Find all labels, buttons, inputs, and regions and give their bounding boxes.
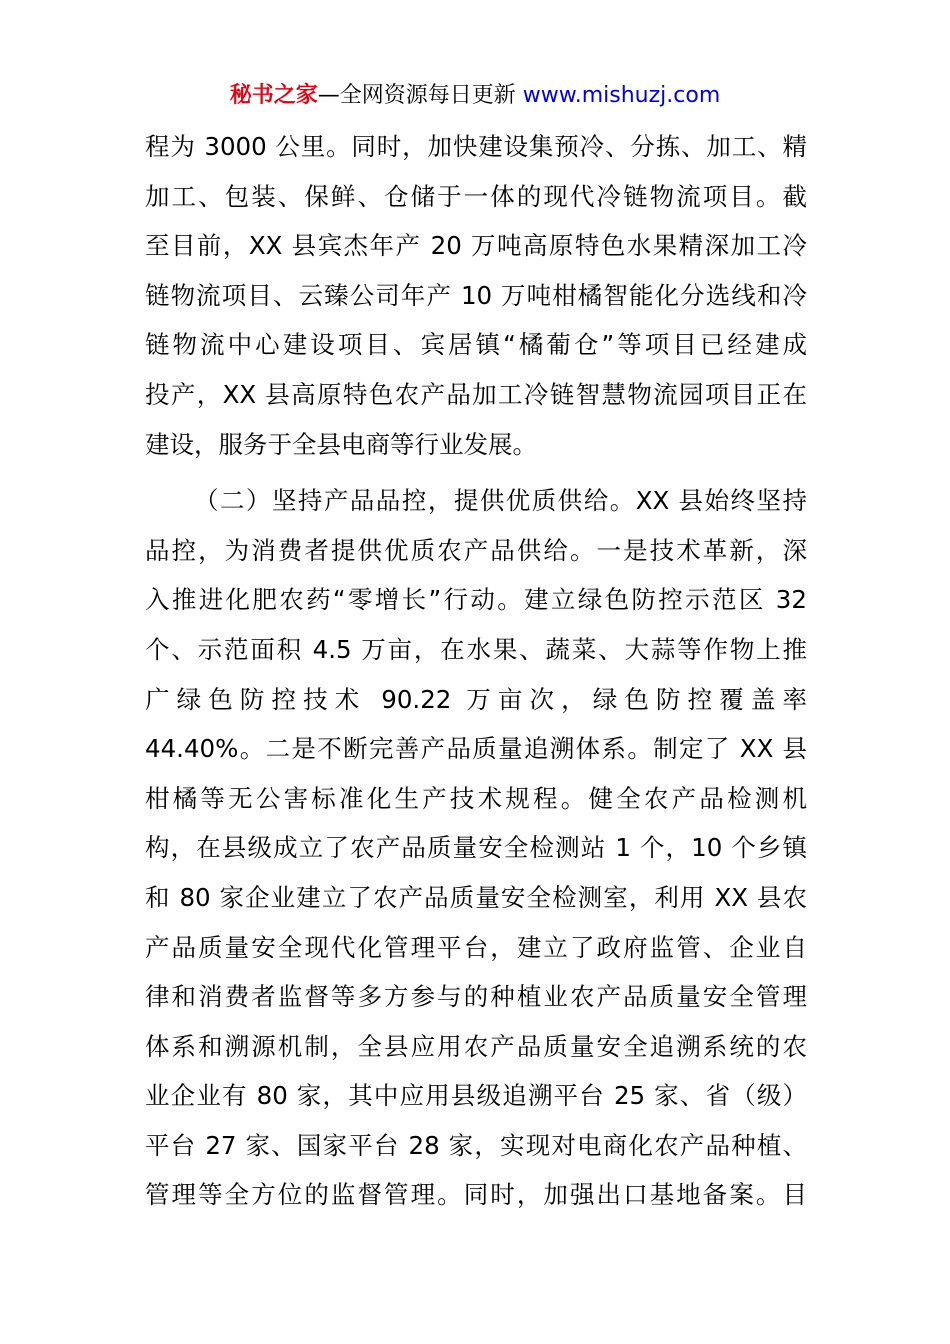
text-line: 业企业有 80 家，其中应用县级追溯平台 25 家、省（级） bbox=[145, 1081, 807, 1111]
text-line: 投产，XX 县高原特色农产品加工冷链智慧物流园项目正在 bbox=[145, 379, 807, 409]
text-line: 广绿色防控技术 90.22 万亩次，绿色防控覆盖率 bbox=[145, 684, 807, 714]
text-line: 构，在县级成立了农产品质量安全检测站 1 个，10 个乡镇 bbox=[145, 833, 807, 863]
text-line: 管理等全方位的监督管理。同时，加强出口基地备案。目 bbox=[145, 1180, 807, 1210]
text-line: 产品质量安全现代化管理平台，建立了政府监管、企业自 bbox=[145, 932, 807, 962]
text-line: 44.40%。二是不断完善产品质量追溯体系。制定了 XX 县 bbox=[145, 734, 807, 764]
text-line: 链物流中心建设项目、宾居镇“橘葡仓”等项目已经建成 bbox=[145, 330, 807, 360]
text-line: 加工、包装、保鲜、仓储于一体的现代冷链物流项目。截 bbox=[145, 181, 807, 211]
text-line: 至目前，XX 县宾杰年产 20 万吨高原特色水果精深加工冷 bbox=[145, 231, 807, 261]
document-body bbox=[145, 122, 807, 1220]
text-line: 个、示范面积 4.5 万亩，在水果、蔬菜、大蒜等作物上推 bbox=[145, 634, 807, 664]
text-line: 链物流项目、云臻公司年产 10 万吨柑橘智能化分选线和冷 bbox=[145, 280, 807, 310]
paragraph-cold-chain bbox=[145, 122, 807, 469]
text-line: 建设，服务于全县电商等行业发展。 bbox=[145, 429, 537, 459]
header-tagline: —全网资源每日更新 bbox=[317, 83, 523, 108]
brand-name[interactable]: 秘书之家 bbox=[229, 83, 318, 108]
paragraph-gap bbox=[145, 469, 807, 476]
site-header bbox=[0, 80, 950, 112]
text-line: 体系和溯源机制，全县应用农产品质量安全追溯系统的农 bbox=[145, 1031, 807, 1061]
text-line: 和 80 家企业建立了农产品质量安全检测室，利用 XX 县农 bbox=[145, 882, 807, 912]
text-line: 律和消费者监督等多方参与的种植业农产品质量安全管理 bbox=[145, 982, 807, 1012]
text-line: 柑橘等无公害标准化生产技术规程。健全农产品检测机 bbox=[145, 783, 807, 813]
text-line: 入推进化肥农药“零增长”行动。建立绿色防控示范区 32 bbox=[145, 585, 807, 615]
text-line: 品控，为消费者提供优质农产品供给。一是技术革新，深 bbox=[145, 535, 807, 565]
text-line: 平台 27 家、国家平台 28 家，实现对电商化农产品种植、 bbox=[145, 1130, 807, 1160]
paragraph-quality-control bbox=[145, 476, 807, 1220]
text-line: 程为 3000 公里。同时，加快建设集预冷、分拣、加工、精 bbox=[145, 132, 807, 161]
text-line: （二）坚持产品品控，提供优质供给。XX 县始终坚持 bbox=[194, 486, 807, 516]
site-url-link[interactable]: www.mishuzj.com bbox=[522, 83, 721, 108]
